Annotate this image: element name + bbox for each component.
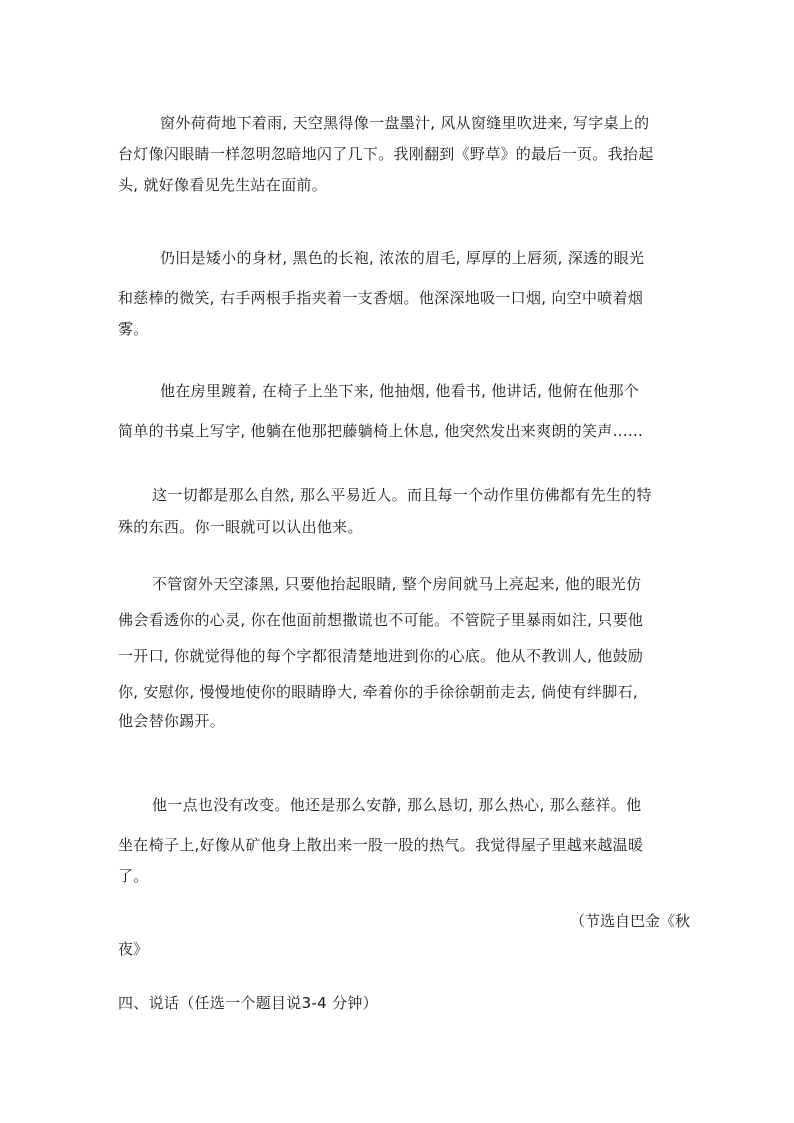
paragraph-line: 他在房里踱着, 在椅子上坐下来, 他抽烟, 他看书, 他讲话, 他俯在他那个 (160, 382, 640, 400)
paragraph-3 (118, 371, 690, 451)
paragraph-line: 坐在椅子上,好像从矿他身上散出来一股一股的热气。我觉得屋子里越来越温暖 (118, 836, 644, 854)
paragraph-line: 和慈棒的微笑, 右手两根手指夹着一支香烟。他深深地吸一口烟, 向空中喷着烟 (118, 289, 644, 307)
paragraph-line: 窗外荷荷地下着雨, 天空黑得像一盘墨汁, 风从窗缝里吹进来, 写字桌上的 (160, 114, 650, 132)
paragraph-line: 不管窗外天空漆黑, 只要他抬起眼睛, 整个房间就马上亮起来, 他的眼光仿 (152, 575, 642, 593)
paragraph-line: 头, 就好像看见先生站在面前。 (118, 176, 328, 194)
section-heading: 四、说话（任选一个题目说3-4 分钟） (118, 994, 378, 1012)
paragraph-line: 你, 安慰你, 慢慢地使你的眼睛睁大, 牵着你的手徐徐朝前走去, 倘使有绊脚石, (118, 683, 638, 701)
source-line: 夜》 (118, 940, 149, 958)
paragraph-line: 他一点也没有改变。他还是那么安静, 那么恳切, 那么热心, 那么慈祥。他 (152, 796, 642, 814)
paragraph-line: 台灯像闪眼睛一样忽明忽暗地闪了几下。我刚翻到《野草》的最后一页。我抬起 (118, 145, 654, 163)
paragraph-line: 他会替你踢开。 (118, 712, 226, 730)
source-line: （节选自巴金《秋 (569, 912, 690, 930)
paragraph-1 (118, 108, 690, 201)
paragraph-line: 一开口, 你就觉得他的每个字都很清楚地进到你的心底。他从不教训人, 他鼓励 (118, 647, 644, 665)
paragraph-4 (118, 479, 690, 543)
paragraph-line: 了。 (118, 867, 149, 885)
paragraph-line: 雾。 (118, 320, 149, 338)
paragraph-2 (118, 238, 690, 349)
paragraph-line: 仍旧是矮小的身材, 黑色的长袍, 浓浓的眉毛, 厚厚的上唇须, 深透的眼光 (160, 249, 645, 267)
paragraph-line: 佛会看透你的心灵, 你在他面前想撒谎也不可能。不管院子里暴雨如注, 只要他 (118, 611, 644, 629)
paragraph-line: 这一切都是那么自然, 那么平易近人。而且每一个动作里仿佛都有先生的特 (152, 486, 652, 504)
source-citation (118, 907, 690, 963)
paragraph-line: 简单的书桌上写字, 他躺在他那把藤躺椅上休息, 他突然发出来爽朗的笑声…… (118, 422, 644, 440)
paragraph-6 (118, 785, 690, 896)
paragraph-line: 殊的东西。你一眼就可以认出他来。 (118, 518, 363, 536)
paragraph-5 (118, 566, 690, 739)
